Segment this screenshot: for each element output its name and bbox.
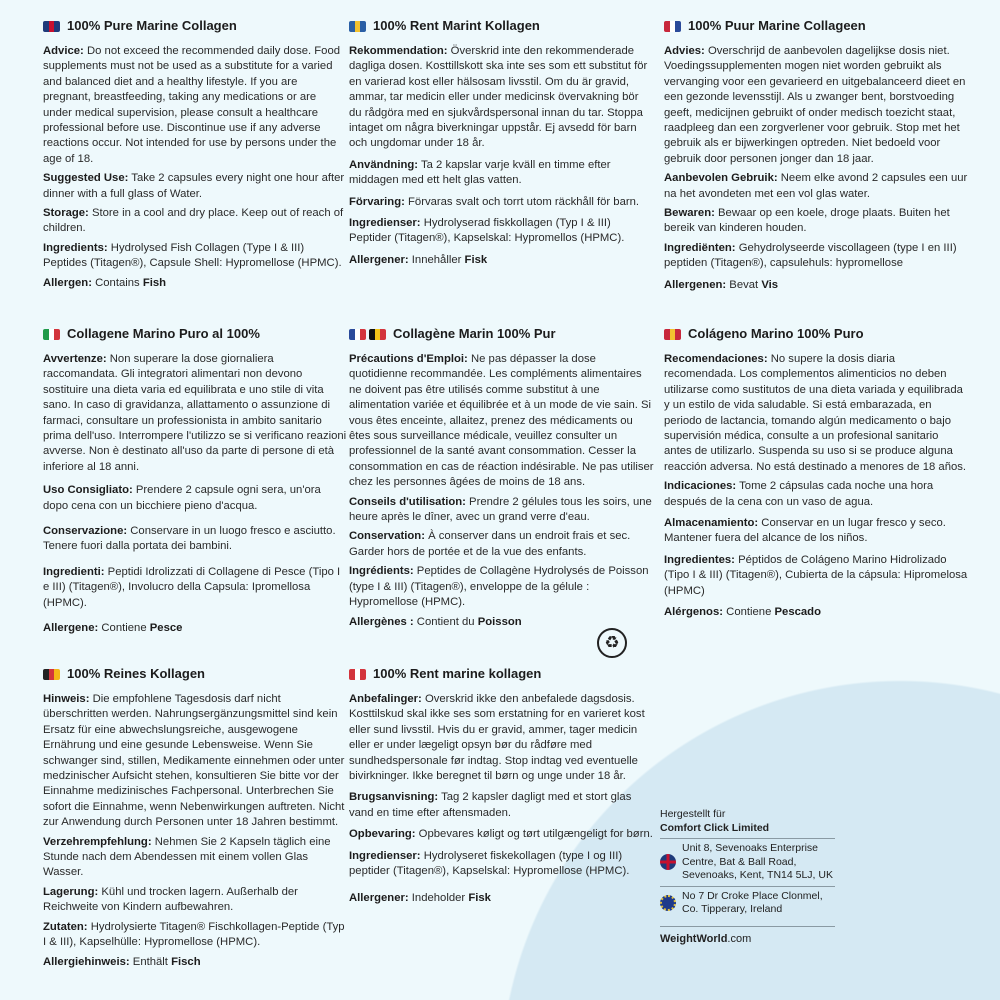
website-brand: WeightWorld (660, 932, 728, 945)
info-paragraph (349, 253, 654, 268)
info-paragraph (43, 565, 348, 611)
paragraph-label: Ingredienti: (43, 565, 105, 578)
triman-recycling-icon: ♻ (597, 628, 627, 658)
section-title (664, 18, 969, 34)
paragraph-text: Tome 2 cápsulas cada noche una hora después de la cena con un vaso de agua. (664, 480, 934, 508)
paragraph-label: Användning: (349, 158, 419, 171)
info-paragraph (43, 206, 348, 237)
allergen-name: Poisson (477, 615, 522, 628)
paragraph-label: Advies: (664, 45, 705, 57)
info-paragraph (43, 276, 348, 291)
paragraph-label: Ingrédients: (349, 565, 414, 578)
paragraph-text: Non superare la dose giornaliera raccomandata. Gli integratori alimentari non devono sostituire una dieta varia ed equilibrata e uno stile di vita sano. In caso di gravidanza, allattamento o assunzione di farmaci, consultare un professionista in ambito sanitario prima dell'uso. Interrompere l'utilizzo se si verificano reazioni avverse. Non è destinato all'uso da parte di persone di età inferiore al 18 anni. (43, 353, 347, 473)
info-paragraph (349, 495, 654, 526)
paragraph-label: Almacenamiento: (664, 517, 759, 530)
paragraph-label: Recomendaciones: (664, 353, 768, 365)
paragraph-label: Ingrediënten: (664, 241, 736, 254)
info-paragraph (43, 835, 348, 881)
section-da (349, 666, 654, 911)
paragraph-text: Contains (91, 276, 143, 289)
section-sv (349, 18, 654, 272)
paragraph-text: Hydrolysierte Titagen® Fischkollagen-Peptide (Typ I & III), Kapselhülle: Hypromellose (HPMC). (43, 920, 345, 949)
flag-icon (349, 669, 366, 680)
info-paragraph (43, 44, 348, 167)
paragraph-label: Ingredientes: (664, 553, 735, 566)
flag-icon (43, 329, 60, 340)
info-paragraph (349, 195, 654, 210)
info-paragraph (664, 206, 969, 237)
info-paragraph (664, 605, 969, 620)
paragraph-text: Do not exceed the recommended daily dose. Food supplements must not be used as a substitute for a varied and balanced diet and a healthy lifestyle. If you are pregnant, breastfeeding, taking any medications or are under medical supervision, please consult a healthcare professional before use. Discontinue use if any adverse reactions occur. Not intended for use by persons under the age of 18. (43, 45, 341, 165)
paragraph-text: Peptides de Collagène Hydrolysés de Poisson (type I & III) (Titagen®), enveloppe de la gélule : Hypromellose (HPMC). (349, 565, 649, 609)
paragraph-text: Die empfohlene Tagesdosis darf nicht überschritten werden. Nahrungsergänzungsmittel sind kein Ersatz für eine abwechslungsreiche, ausgewogene Ernährung und eine gesunde Lebensweise. Wenn Sie schwanger sind, stillen, Medikamente einnehmen oder unter medzinischer Aufsicht stehen, konsultieren Sie bitte vor der Einnahme medizinisches Fachpersonal. Unterbrechen Sie sofort die Einnahme, wenn Nebenwirkungen auftreten. Nicht zur Anwendung durch Personen unter 18 Jahren bestimmt. (43, 693, 345, 829)
title-text: 100% Reines Kollagen (67, 666, 205, 682)
paragraph-label: Indicaciones: (664, 480, 737, 493)
paragraph-label: Rekommendation: (349, 45, 448, 57)
paragraph-text: Ta 2 kapslar varje kväll en timme efter middagen med ett helt glas vatten. (349, 158, 611, 187)
paragraph-label: Förvaring: (349, 195, 405, 208)
paragraph-text: Nehmen Sie 2 Kapseln täglich eine Stunde nach dem Abendessen mit einem vollen Glas Wasser. (43, 835, 331, 879)
paragraph-text: Peptidi Idrolizzati di Collagene di Pesce (Tipo I e III) (Titagen®), Involucro della Capsula: Ipromellosa (HPMC). (43, 565, 341, 609)
info-paragraph (349, 692, 654, 784)
info-paragraph (43, 621, 348, 636)
section-it (43, 326, 348, 641)
allergen-name: Vis (761, 278, 779, 291)
info-paragraph (349, 564, 654, 610)
flag-group (349, 21, 366, 32)
paragraph-text: Contient du (413, 615, 478, 628)
paragraph-text: Hydrolyserad fiskkollagen (Typ I & III) Peptider (Titagen®), Kapselskal: Hypromellos (HPMC). (349, 217, 625, 245)
flag-icon (664, 21, 681, 32)
paragraph-text: Innehåller (408, 253, 465, 266)
paragraph-text: Ne pas dépasser la dose quotidienne recommandée. Les compléments alimentaires ne doivent pas être utilisés comme substitut à une alimentation variée et équilibrée et à un mode de vie sain. Si vous êtes enceinte, allaitez, prenez des médicaments ou êtes sous surveillance médicale, veuillez consulter un professionnel de la santé avant consommation. Cesser la consommation en cas de réaction indésirable. Ne pas utiliser chez les personnes âgées de moins de 18 ans. (349, 353, 654, 489)
paragraph-text: Gehydrolyseerde viscollageen (type I en III) peptiden (Titagen®), capsulehuls: hypromellose (664, 241, 957, 270)
paragraph-label: Conservazione: (43, 525, 128, 538)
allergen-name: Fisch (171, 955, 201, 968)
flag-group (664, 329, 681, 340)
paragraph-text: Prendre 2 gélules tous les soirs, une heure après le dîner, avec un grand verre d'eau. (349, 495, 652, 524)
title-text: 100% Pure Marine Collagen (67, 18, 237, 34)
paragraph-text: Contiene (723, 606, 775, 619)
info-paragraph (349, 790, 654, 821)
section-title (349, 18, 654, 34)
paragraph-label: Avvertenze: (43, 353, 107, 365)
flag-group (43, 329, 60, 340)
paragraph-label: Allergener: (349, 892, 409, 905)
section-title (349, 326, 654, 342)
paragraph-label: Ingredienser: (349, 849, 421, 862)
title-text: Colágeno Marino 100% Puro (688, 326, 864, 342)
info-paragraph (349, 849, 654, 880)
website-link[interactable] (660, 926, 835, 947)
title-text: Collagène Marin 100% Pur (393, 326, 556, 342)
info-paragraph (43, 171, 348, 202)
info-paragraph (43, 241, 348, 272)
paragraph-label: Ingredients: (43, 241, 108, 254)
info-paragraph (664, 553, 969, 599)
paragraph-label: Allergen: (43, 276, 92, 289)
paragraph-label: Conservation: (349, 530, 425, 543)
paragraph-label: Bewaren: (664, 207, 715, 220)
paragraph-label: Aanbevolen Gebruik: (664, 172, 778, 185)
section-title (349, 666, 654, 682)
website-domain: .com (727, 932, 752, 945)
allergen-name: Fisk (464, 253, 488, 266)
eu-address: No 7 Dr Croke Place Clonmel, Co. Tipperary, Ireland (682, 889, 823, 915)
title-text: 100% Rent marine kollagen (373, 666, 542, 682)
flag-group (43, 669, 60, 680)
allergen-name: Pescado (774, 606, 821, 619)
info-paragraph (349, 827, 654, 842)
flag-group (349, 669, 366, 680)
paragraph-text: Enthält (129, 955, 172, 968)
paragraph-label: Allergènes : (349, 615, 414, 628)
allergen-name: Fish (142, 276, 167, 289)
paragraph-text: Hydrolyseret fiskekollagen (type I og III) peptider (Titagen®), Kapselskal: Hypromellose (HPMC). (349, 849, 630, 878)
paragraph-text: Conservar en un lugar fresco y seco. Mantener fuera del alcance de los niños. (664, 517, 946, 545)
section-nl (664, 18, 969, 297)
paragraph-text: Indeholder (408, 892, 469, 905)
paragraph-label: Verzehrempfehlung: (43, 835, 152, 848)
paragraph-text: Förvaras svalt och torrt utom räckhåll för barn. (404, 195, 640, 208)
paragraph-label: Zutaten: (43, 920, 88, 933)
info-paragraph (43, 920, 348, 951)
info-paragraph (43, 885, 348, 916)
paragraph-text: Overskrid ikke den anbefalede dagsdosis. Kosttilskud skal ikke ses som erstatning for en varieret kost eller sund livsstil. Hvis du er gravid, ammer, tager medicin eller er under lægeligt opsyn bør du rådføre med sundhedspersonale før indtag. Stop indtag ved eventuelle bivirkninger. Ikke beregnet til børn og unge under 18 år. (349, 693, 645, 783)
title-text: 100% Puur Marine Collageen (688, 18, 866, 34)
section-title (664, 326, 969, 342)
allergen-name: Pesce (149, 622, 183, 635)
paragraph-text: Överskrid inte den rekommenderade dagliga dosen. Kosttillskott ska inte ses som ett substitut för en varierad kost eller hälsosam livsstil. Om du är gravid, ammar, tar medicin eller under medicinsk övervakning bör du rådgöra med en sjukvårdspersonal innan du tar. Stoppa intaget om några biverkningar uppstår. Ej avsedd för barn och ungdomar under 18 år. (349, 45, 648, 150)
flag-icon (349, 21, 366, 32)
eu-address-row (660, 886, 835, 920)
flag-group (664, 21, 681, 32)
info-paragraph (664, 278, 969, 293)
flag-group (43, 21, 60, 32)
paragraph-label: Allergenen: (664, 278, 727, 291)
flag-icon (369, 329, 386, 340)
company-name: Comfort Click Limited (660, 821, 770, 834)
paragraph-label: Précautions d'Emploi: (349, 353, 468, 365)
info-paragraph (43, 955, 348, 970)
paragraph-label: Allergene: (43, 622, 99, 635)
flag-icon (349, 329, 366, 340)
paragraph-text: Conservare in un luogo fresco e asciutto. Tenere fuori dalla portata dei bambini. (43, 525, 336, 553)
info-paragraph (43, 524, 348, 555)
paragraph-text: Overschrijd de aanbevolen dagelijkse dosis niet. Voedingssupplementen mogen niet worden gebruikt als vervanging voor een gevarieerd en uitgebalanceerd dieet en een gezonde levensstijl. Als u zwanger bent, borstvoeding geeft, medicijnen gebruikt of onder medisch toezicht staat, raadpleeg dan een zorgverlener voor gebruik. Stop met het gebruik als er bijwerkingen optreden. Niet bedoeld voor gebruik door personen jonger dan 18 jaar. (664, 45, 966, 165)
paragraph-text: Péptidos de Colágeno Marino Hidrolizado (Tipo I & III) (Titagen®), Cubierta de la cápsula: Hipromelosa (HPMC) (664, 553, 968, 597)
title-text: Collagene Marino Puro al 100% (67, 326, 260, 342)
info-paragraph (349, 529, 654, 560)
uk-address: Unit 8, Sevenoaks Enterprise Centre, Bat & Ball Road, Sevenoaks, Kent, TN14 5LJ, UK (682, 842, 833, 881)
info-paragraph (664, 171, 969, 202)
paragraph-label: Opbevaring: (349, 828, 416, 841)
section-fr (349, 326, 654, 634)
section-title (43, 666, 348, 682)
paragraph-text: Bewaar op een koele, droge plaats. Buiten het bereik van kinderen houden. (664, 207, 950, 235)
paragraph-label: Ingredienser: (349, 217, 421, 230)
info-paragraph (349, 891, 654, 906)
paragraph-label: Conseils d'utilisation: (349, 495, 466, 508)
paragraph-label: Allergiehinweis: (43, 955, 130, 968)
info-paragraph (349, 352, 654, 491)
paragraph-label: Uso Consigliato: (43, 484, 133, 497)
paragraph-text: Bevat (726, 278, 762, 291)
eu-flag-icon (660, 895, 676, 911)
paragraph-label: Brugsanvisning: (349, 791, 439, 804)
flag-group (349, 329, 386, 340)
paragraph-text: Tag 2 kapsler dagligt med et stort glas vand en time efter aftensmaden. (349, 791, 632, 819)
info-paragraph (664, 241, 969, 272)
flag-icon (664, 329, 681, 340)
paragraph-text: À conserver dans un endroit frais et sec. Garder hors de portée et de la vue des enfants. (349, 530, 631, 558)
paragraph-text: Prendere 2 capsule ogni sera, un'ora dopo cena con un bicchiere pieno d'acqua. (43, 484, 321, 512)
paragraph-text: No supere la dosis diaria recomendada. Los complementos alimenticios no deben utilizarse como sustitutos de una dieta variada y equilibrada y un estilo de vida saludable. Si está embarazada, en periodo de lactancia, tomando algún medicamento o bajo supervisión médica, consulte a un profesional sanitario antes de utilizarlo. Suspenda su uso si se produce alguna reacción adversa. No está destinado a menores de 18 años. (664, 353, 967, 473)
paragraph-text: Opbevares køligt og tørt utilgængeligt for børn. (415, 828, 653, 841)
paragraph-label: Suggested Use: (43, 172, 129, 185)
title-text: 100% Rent Marint Kollagen (373, 18, 540, 34)
paragraph-label: Lagerung: (43, 885, 99, 898)
paragraph-label: Storage: (43, 207, 89, 220)
paragraph-text: Contiene (98, 622, 150, 635)
paragraph-label: Advice: (43, 45, 84, 57)
section-en (43, 18, 348, 295)
info-paragraph (664, 44, 969, 167)
paragraph-text: Store in a cool and dry place. Keep out of reach of children. (43, 207, 344, 235)
allergen-name: Fisk (468, 892, 491, 905)
paragraph-label: Hinweis: (43, 693, 90, 705)
section-title (43, 326, 348, 342)
paragraph-label: Allergener: (349, 253, 409, 266)
uk-flag-icon (660, 854, 676, 870)
info-paragraph (664, 352, 969, 475)
info-paragraph (349, 44, 654, 152)
uk-address-row (660, 838, 835, 886)
paragraph-text: Neem elke avond 2 capsules een uur na het avondeten met een vol glas water. (664, 172, 968, 200)
info-paragraph (43, 483, 348, 514)
info-paragraph (43, 352, 348, 475)
paragraph-label: Alérgenos: (664, 606, 724, 619)
info-paragraph (664, 479, 969, 510)
manufacturer-info (660, 808, 835, 946)
paragraph-label: Anbefalinger: (349, 693, 422, 705)
made-for-label: Hergestellt für (660, 808, 726, 820)
paragraph-text: Take 2 capsules every night one hour after dinner with a full glass of Water. (43, 172, 345, 200)
section-es (664, 326, 969, 625)
flag-icon (43, 669, 60, 680)
section-de (43, 666, 348, 974)
section-title (43, 18, 348, 34)
info-paragraph (664, 516, 969, 547)
info-paragraph (349, 158, 654, 189)
flag-icon (43, 21, 60, 32)
paragraph-text: Kühl und trocken lagern. Außerhalb der Reichweite von Kindern aufbewahren. (43, 885, 298, 914)
info-paragraph (43, 692, 348, 831)
paragraph-text: Hydrolysed Fish Collagen (Type I & III) Peptides (Titagen®), Capsule Shell: Hypromellose (HPMC). (43, 241, 342, 270)
info-paragraph (349, 216, 654, 247)
